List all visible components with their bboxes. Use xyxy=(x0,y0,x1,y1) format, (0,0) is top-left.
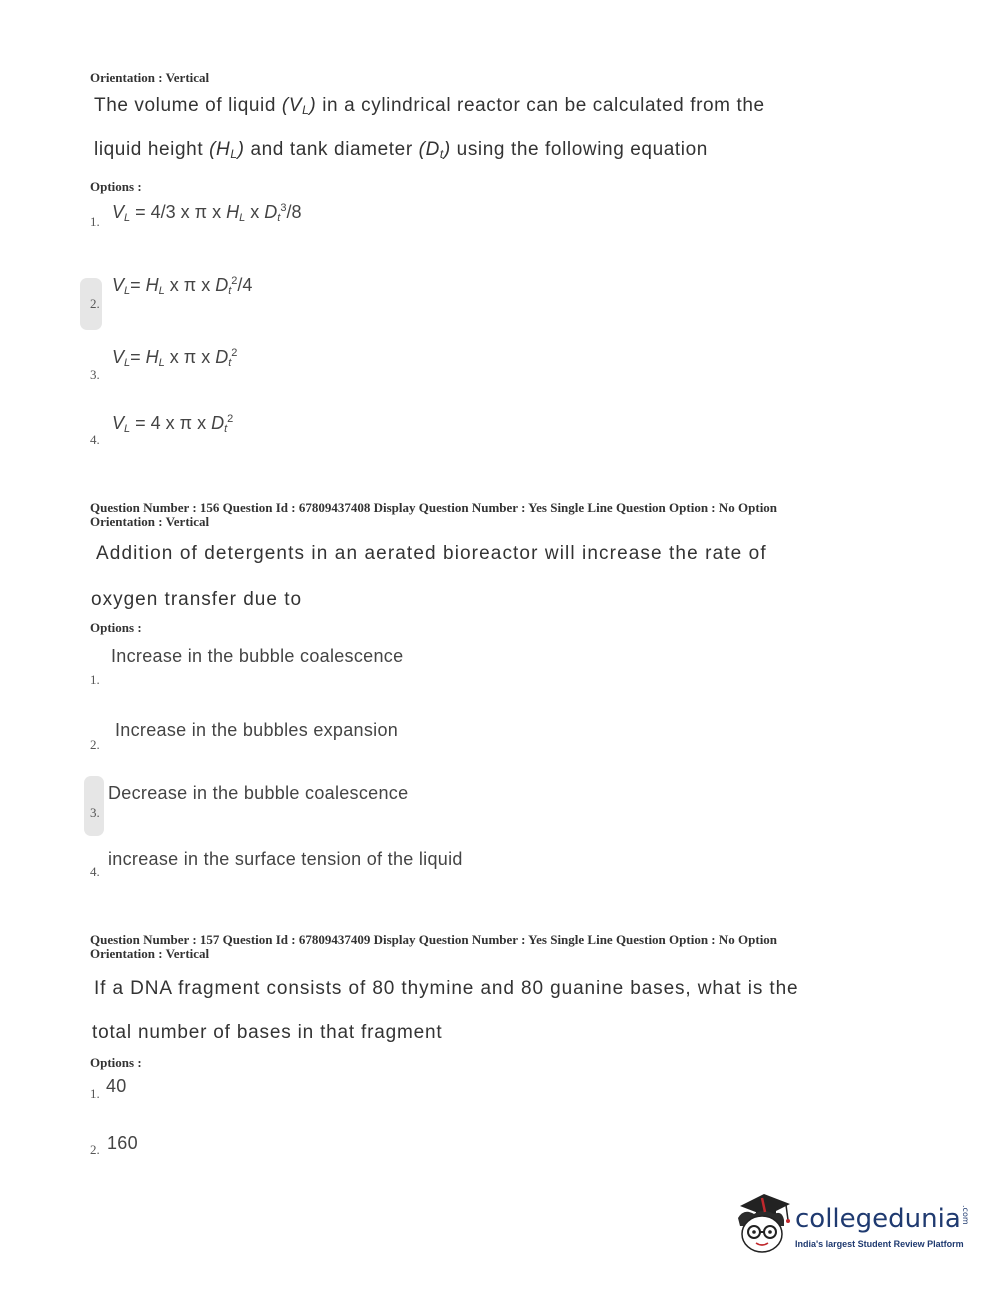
option-number: 4. xyxy=(90,432,100,447)
logo-tagline: India's largest Student Review Platform xyxy=(795,1239,964,1249)
question-text-line: oxygen transfer due to xyxy=(91,589,303,610)
question-text-line: The volume of liquid $(V_L)$ in a cylindrical reactor can be calculated from the xyxy=(94,95,765,117)
options-label: Options : xyxy=(90,1055,142,1070)
option-text-1[interactable]: 40 xyxy=(106,1076,127,1096)
option-text-1[interactable]: Increase in the bubble coalescence xyxy=(111,646,404,666)
options-label: Options : xyxy=(90,620,142,635)
question-meta-line: Question Number : 157 Question Id : 67809437409 Display Question Number : Yes Single Line Question Option : No Option xyxy=(90,932,778,947)
option-number: 2. xyxy=(90,737,100,752)
option-text-2[interactable]: Increase in the bubbles expansion xyxy=(115,720,399,740)
option-formula-4[interactable]: $V_L = 4$ x π x $D_t^2$ xyxy=(112,413,234,435)
question-meta-line: Orientation : Vertical xyxy=(90,514,210,529)
logo-title: collegedunia.com xyxy=(795,1204,970,1234)
option-number: 1. xyxy=(90,1086,100,1101)
option-number: 1. xyxy=(90,214,100,229)
mascot-icon xyxy=(734,1190,796,1260)
question-text-line: liquid height $(H_L)$ and tank diameter $(D_t)$ using the following equation xyxy=(94,139,708,161)
option-text-3[interactable]: Decrease in the bubble coalescence xyxy=(108,783,409,803)
option-number: 3. xyxy=(90,367,100,382)
option-formula-1[interactable]: $V_L = 4/3$ x π x $H_L$ x $D_t^3/8$ xyxy=(112,202,302,224)
option-number: 3. xyxy=(90,805,100,820)
question-text-line: total number of bases in that fragment xyxy=(92,1022,443,1043)
question-text-line: Addition of detergents in an aerated bioreactor will increase the rate of xyxy=(96,543,767,564)
option-number: 1. xyxy=(90,672,100,687)
option-number: 2. xyxy=(90,296,100,311)
question-text-line: If a DNA fragment consists of 80 thymine and 80 guanine bases, what is the xyxy=(94,978,799,999)
option-text-4[interactable]: increase in the surface tension of the liquid xyxy=(108,849,463,869)
option-number: 2. xyxy=(90,1142,100,1157)
option-formula-3[interactable]: $V_L= H_L$ x π x $D_t^2$ xyxy=(112,347,238,369)
option-formula-2[interactable]: $V_L= H_L$ x π x $D_t^2/4$ xyxy=(112,275,253,297)
option-text-2[interactable]: 160 xyxy=(107,1133,138,1153)
orientation-label: Orientation : Vertical xyxy=(90,70,210,85)
options-label: Options : xyxy=(90,179,142,194)
option-number: 4. xyxy=(90,864,100,879)
question-meta-line: Orientation : Vertical xyxy=(90,946,210,961)
question-meta-line: Question Number : 156 Question Id : 67809437408 Display Question Number : Yes Single Line Question Option : No Option xyxy=(90,500,778,515)
